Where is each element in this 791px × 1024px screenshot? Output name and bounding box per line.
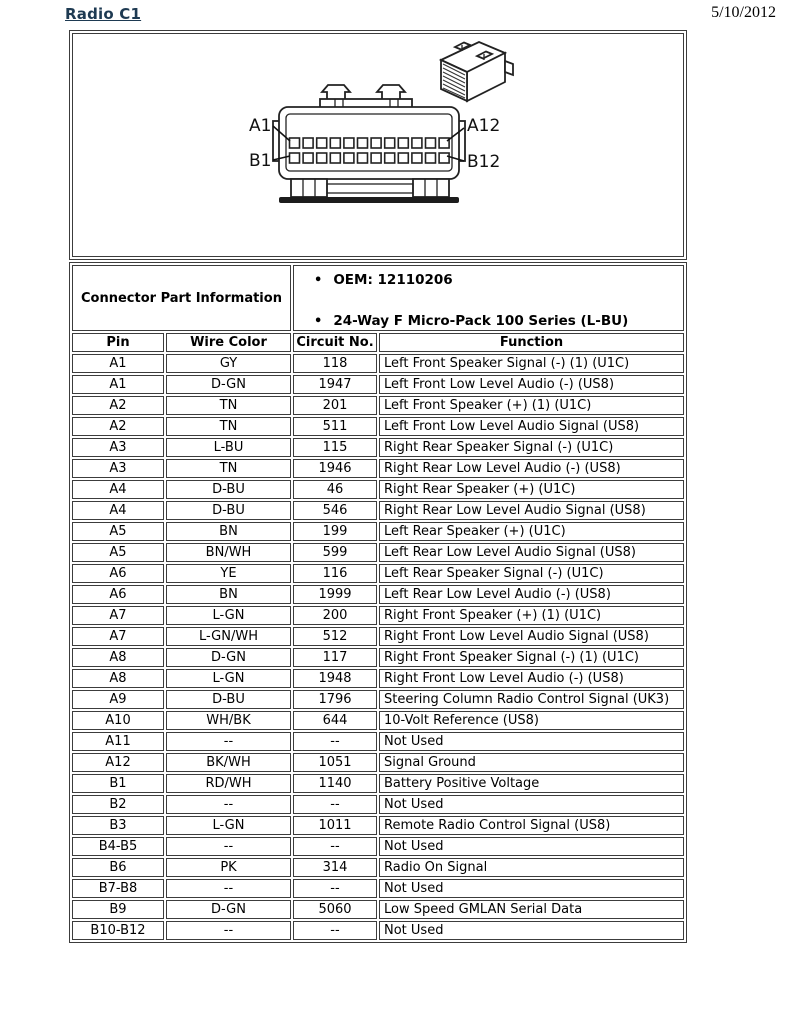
connector-figure bbox=[69, 30, 687, 260]
wire-color-cell: BN/WH bbox=[166, 543, 291, 562]
bullet-icon: • bbox=[314, 314, 323, 329]
pin-cell: B1 bbox=[72, 774, 164, 793]
pin-hole bbox=[385, 153, 395, 163]
wire-color-cell: L-GN bbox=[166, 816, 291, 835]
function-cell: Left Front Low Level Audio Signal (US8) bbox=[379, 417, 684, 436]
page-title: Radio C1 bbox=[65, 5, 142, 23]
circuit-no-cell: 599 bbox=[293, 543, 377, 562]
pin-cell: A5 bbox=[72, 543, 164, 562]
function-cell: 10-Volt Reference (US8) bbox=[379, 711, 684, 730]
pin-hole bbox=[439, 153, 449, 163]
circuit-no-cell: 118 bbox=[293, 354, 377, 373]
function-cell: Right Front Low Level Audio Signal (US8) bbox=[379, 627, 684, 646]
pin-hole bbox=[439, 138, 449, 148]
table-row bbox=[72, 438, 684, 457]
wire-color-cell: PK bbox=[166, 858, 291, 877]
wire-color-cell: WH/BK bbox=[166, 711, 291, 730]
wire-color-cell: TN bbox=[166, 396, 291, 415]
wire-color-cell: D-BU bbox=[166, 690, 291, 709]
table-row bbox=[72, 837, 684, 856]
pin-hole bbox=[317, 138, 327, 148]
wire-color-cell: RD/WH bbox=[166, 774, 291, 793]
pin-cell: A4 bbox=[72, 501, 164, 520]
wire-color-cell: -- bbox=[166, 837, 291, 856]
table-row bbox=[72, 879, 684, 898]
connector-part-info-label: Connector Part Information bbox=[72, 265, 291, 331]
circuit-no-cell: 1051 bbox=[293, 753, 377, 772]
wire-color-cell: BN bbox=[166, 585, 291, 604]
pin-hole bbox=[330, 138, 340, 148]
wire-color-cell: D-BU bbox=[166, 480, 291, 499]
pin-cell: A9 bbox=[72, 690, 164, 709]
connector-info-row bbox=[72, 265, 684, 331]
wire-color-cell: TN bbox=[166, 459, 291, 478]
pin-cell: A8 bbox=[72, 648, 164, 667]
circuit-no-cell: 1948 bbox=[293, 669, 377, 688]
pin-hole bbox=[358, 138, 368, 148]
function-cell: Not Used bbox=[379, 795, 684, 814]
pin-cell: A2 bbox=[72, 396, 164, 415]
table-row bbox=[72, 690, 684, 709]
circuit-no-cell: 1999 bbox=[293, 585, 377, 604]
function-cell: Left Front Speaker (+) (1) (U1C) bbox=[379, 396, 684, 415]
function-cell: Not Used bbox=[379, 921, 684, 940]
pin-hole bbox=[358, 153, 368, 163]
sheet bbox=[69, 30, 687, 943]
function-cell: Steering Column Radio Control Signal (UK3) bbox=[379, 690, 684, 709]
pin-cell: A1 bbox=[72, 354, 164, 373]
wire-color-cell: -- bbox=[166, 795, 291, 814]
function-cell: Left Front Low Level Audio (-) (US8) bbox=[379, 375, 684, 394]
circuit-no-cell: 511 bbox=[293, 417, 377, 436]
pin-hole bbox=[303, 153, 313, 163]
pin-cell: A5 bbox=[72, 522, 164, 541]
function-cell: Right Rear Speaker (+) (U1C) bbox=[379, 480, 684, 499]
function-cell: Right Rear Low Level Audio Signal (US8) bbox=[379, 501, 684, 520]
pin-label-b12: B12 bbox=[467, 152, 501, 172]
pin-hole bbox=[344, 138, 354, 148]
pin-cell: A1 bbox=[72, 375, 164, 394]
pin-hole bbox=[344, 153, 354, 163]
oem-number-text: OEM: 12110206 bbox=[333, 272, 453, 288]
pin-cell: A6 bbox=[72, 585, 164, 604]
table-row bbox=[72, 375, 684, 394]
function-cell: Right Rear Speaker Signal (-) (U1C) bbox=[379, 438, 684, 457]
table-row bbox=[72, 627, 684, 646]
function-cell: Right Rear Low Level Audio (-) (US8) bbox=[379, 459, 684, 478]
table-row bbox=[72, 354, 684, 373]
pin-hole bbox=[412, 153, 422, 163]
function-cell: Left Rear Low Level Audio (-) (US8) bbox=[379, 585, 684, 604]
page-header bbox=[0, 4, 791, 28]
circuit-no-cell: 1140 bbox=[293, 774, 377, 793]
wire-color-cell: GY bbox=[166, 354, 291, 373]
circuit-no-cell: 116 bbox=[293, 564, 377, 583]
wire-color-cell: -- bbox=[166, 732, 291, 751]
pin-cell: B4-B5 bbox=[72, 837, 164, 856]
function-cell: Left Rear Low Level Audio Signal (US8) bbox=[379, 543, 684, 562]
circuit-no-cell: 46 bbox=[293, 480, 377, 499]
oem-bullet-item bbox=[314, 272, 683, 289]
function-cell: Left Rear Speaker (+) (U1C) bbox=[379, 522, 684, 541]
function-cell: Right Front Speaker (+) (1) (U1C) bbox=[379, 606, 684, 625]
function-cell: Radio On Signal bbox=[379, 858, 684, 877]
connector-front-view bbox=[249, 85, 500, 203]
wire-color-cell: L-GN/WH bbox=[166, 627, 291, 646]
page-date: 5/10/2012 bbox=[711, 4, 776, 21]
table-row bbox=[72, 522, 684, 541]
wire-color-cell: D-GN bbox=[166, 648, 291, 667]
wire-color-cell: L-GN bbox=[166, 606, 291, 625]
pin-hole bbox=[412, 138, 422, 148]
circuit-no-cell: 5060 bbox=[293, 900, 377, 919]
pin-hole bbox=[303, 138, 313, 148]
table-row bbox=[72, 753, 684, 772]
pin-hole bbox=[317, 153, 327, 163]
column-header-circuit-no: Circuit No. bbox=[293, 333, 377, 352]
circuit-no-cell: 199 bbox=[293, 522, 377, 541]
table-row bbox=[72, 501, 684, 520]
function-cell: Left Front Speaker Signal (-) (1) (U1C) bbox=[379, 354, 684, 373]
pin-hole bbox=[371, 153, 381, 163]
function-cell: Not Used bbox=[379, 879, 684, 898]
wire-color-cell: BK/WH bbox=[166, 753, 291, 772]
circuit-no-cell: -- bbox=[293, 921, 377, 940]
function-cell: Low Speed GMLAN Serial Data bbox=[379, 900, 684, 919]
pin-cell: B3 bbox=[72, 816, 164, 835]
pin-hole bbox=[330, 153, 340, 163]
pin-cell: A7 bbox=[72, 606, 164, 625]
connector-diagram bbox=[73, 34, 684, 256]
wire-color-cell: L-BU bbox=[166, 438, 291, 457]
table-row bbox=[72, 480, 684, 499]
function-cell: Remote Radio Control Signal (US8) bbox=[379, 816, 684, 835]
pin-cell: B7-B8 bbox=[72, 879, 164, 898]
table-row bbox=[72, 795, 684, 814]
table-row bbox=[72, 459, 684, 478]
table-row bbox=[72, 900, 684, 919]
connector-figure-inner bbox=[72, 33, 684, 257]
table-row bbox=[72, 396, 684, 415]
pin-cell: A8 bbox=[72, 669, 164, 688]
wire-color-cell: D-GN bbox=[166, 900, 291, 919]
pin-cell: B9 bbox=[72, 900, 164, 919]
pin-label-a1: A1 bbox=[249, 116, 272, 136]
table-row bbox=[72, 816, 684, 835]
pin-cell: A2 bbox=[72, 417, 164, 436]
pin-cell: A12 bbox=[72, 753, 164, 772]
table-row bbox=[72, 564, 684, 583]
circuit-no-cell: 546 bbox=[293, 501, 377, 520]
pin-label-a12: A12 bbox=[467, 116, 501, 136]
wire-color-cell: TN bbox=[166, 417, 291, 436]
circuit-no-cell: -- bbox=[293, 732, 377, 751]
wire-color-cell: D-BU bbox=[166, 501, 291, 520]
pin-hole bbox=[426, 153, 436, 163]
circuit-no-cell: -- bbox=[293, 795, 377, 814]
pinout-table bbox=[69, 262, 687, 943]
function-cell: Not Used bbox=[379, 732, 684, 751]
column-header-pin: Pin bbox=[72, 333, 164, 352]
function-cell: Not Used bbox=[379, 837, 684, 856]
wire-color-cell: D-GN bbox=[166, 375, 291, 394]
circuit-no-cell: 512 bbox=[293, 627, 377, 646]
pin-cell: A4 bbox=[72, 480, 164, 499]
pin-hole bbox=[371, 138, 381, 148]
table-header-row bbox=[72, 333, 684, 352]
pin-hole bbox=[398, 138, 408, 148]
pin-cell: A6 bbox=[72, 564, 164, 583]
pin-cell: B6 bbox=[72, 858, 164, 877]
table-row bbox=[72, 774, 684, 793]
column-header-wire-color: Wire Color bbox=[166, 333, 291, 352]
circuit-no-cell: 201 bbox=[293, 396, 377, 415]
wire-color-cell: BN bbox=[166, 522, 291, 541]
pin-cell: A3 bbox=[72, 438, 164, 457]
table-row bbox=[72, 585, 684, 604]
circuit-no-cell: 200 bbox=[293, 606, 377, 625]
circuit-no-cell: 1947 bbox=[293, 375, 377, 394]
circuit-no-cell: 1946 bbox=[293, 459, 377, 478]
pin-cell: B10-B12 bbox=[72, 921, 164, 940]
function-cell: Right Front Speaker Signal (-) (1) (U1C) bbox=[379, 648, 684, 667]
wire-color-cell: -- bbox=[166, 879, 291, 898]
table-row bbox=[72, 858, 684, 877]
bullet-icon: • bbox=[314, 273, 323, 288]
circuit-no-cell: 117 bbox=[293, 648, 377, 667]
wire-color-cell: YE bbox=[166, 564, 291, 583]
pin-label-b1: B1 bbox=[249, 151, 272, 171]
connector-part-info-details bbox=[293, 265, 684, 331]
table-row bbox=[72, 606, 684, 625]
table-row bbox=[72, 732, 684, 751]
circuit-no-cell: -- bbox=[293, 837, 377, 856]
pin-cell: A11 bbox=[72, 732, 164, 751]
table-row bbox=[72, 543, 684, 562]
column-header-function: Function bbox=[379, 333, 684, 352]
table-row bbox=[72, 648, 684, 667]
pin-hole bbox=[426, 138, 436, 148]
table-row bbox=[72, 711, 684, 730]
table-row bbox=[72, 417, 684, 436]
pin-cell: B2 bbox=[72, 795, 164, 814]
function-cell: Left Rear Speaker Signal (-) (U1C) bbox=[379, 564, 684, 583]
pin-hole bbox=[398, 153, 408, 163]
pin-hole bbox=[385, 138, 395, 148]
table-row bbox=[72, 921, 684, 940]
circuit-no-cell: 1796 bbox=[293, 690, 377, 709]
circuit-no-cell: 644 bbox=[293, 711, 377, 730]
wire-color-cell: -- bbox=[166, 921, 291, 940]
circuit-no-cell: 314 bbox=[293, 858, 377, 877]
function-cell: Battery Positive Voltage bbox=[379, 774, 684, 793]
connector-3d-view bbox=[441, 42, 513, 101]
pin-cell: A7 bbox=[72, 627, 164, 646]
pin-hole bbox=[290, 138, 300, 148]
circuit-no-cell: -- bbox=[293, 879, 377, 898]
circuit-no-cell: 1011 bbox=[293, 816, 377, 835]
series-bullet-item bbox=[314, 313, 683, 330]
function-cell: Signal Ground bbox=[379, 753, 684, 772]
pin-cell: A3 bbox=[72, 459, 164, 478]
wire-color-cell: L-GN bbox=[166, 669, 291, 688]
series-text: 24-Way F Micro-Pack 100 Series (L-BU) bbox=[333, 313, 629, 329]
table-row bbox=[72, 669, 684, 688]
function-cell: Right Front Low Level Audio (-) (US8) bbox=[379, 669, 684, 688]
pin-hole bbox=[290, 153, 300, 163]
pin-cell: A10 bbox=[72, 711, 164, 730]
circuit-no-cell: 115 bbox=[293, 438, 377, 457]
